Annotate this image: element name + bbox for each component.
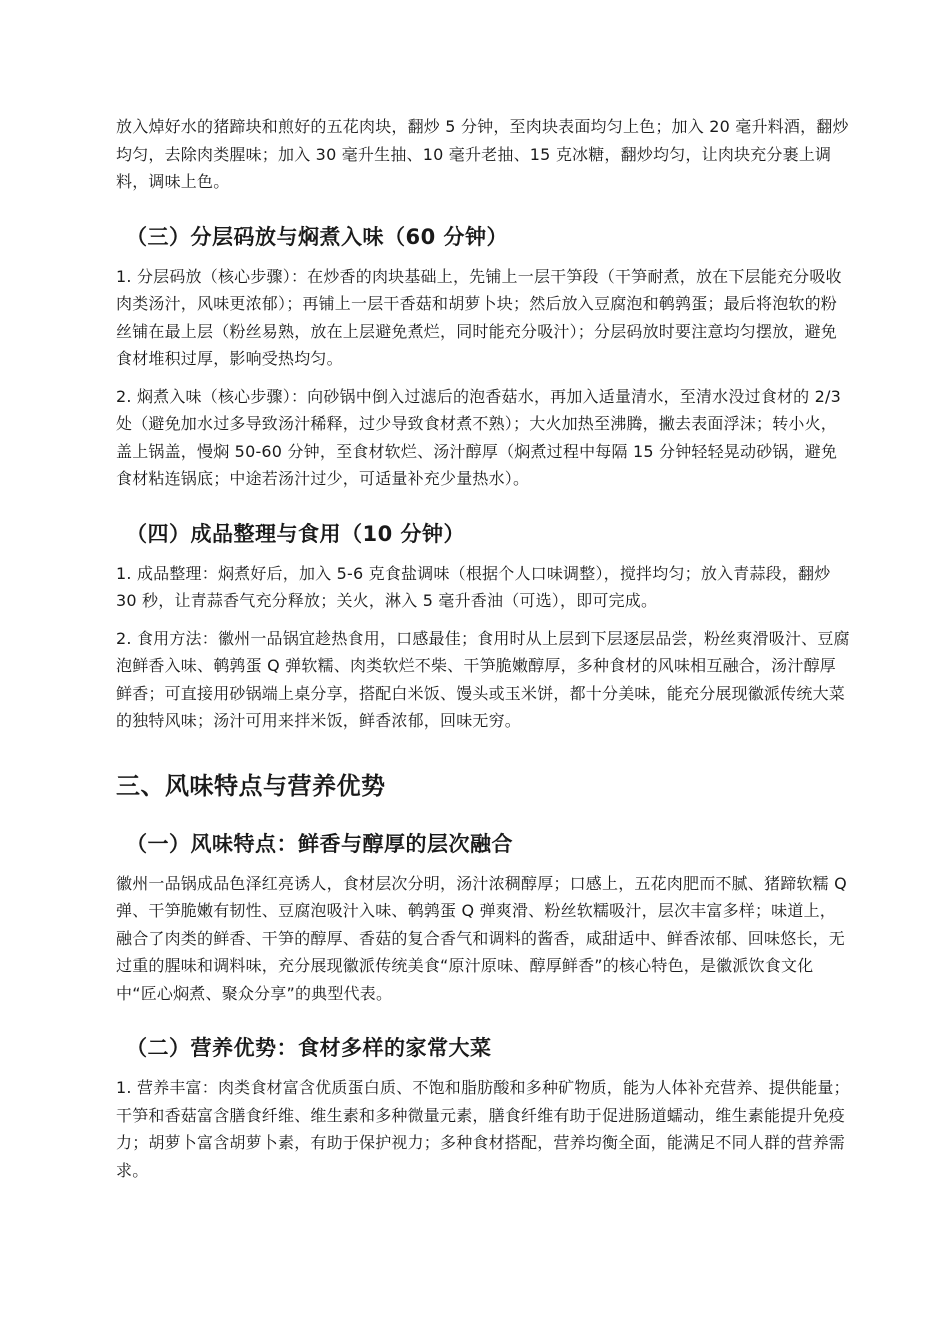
paragraph-flavor: 徽州一品锅成品色泽红亮诱人，食材层次分明，汤汁浓稠醇厚；口感上，五花肉肥而不腻、猪蹄软糯 Q 弹、干笋脆嫩有韧性、豆腐泡吸汁入味、鹌鹑蛋 Q 弹爽滑、粉丝软糯吸汁，层次丰富多样；味道上，融合了肉类的鲜香、干笋的醇厚、香菇的复合香气和调料的酱香，咸甜适中、鲜香浓郁、回味悠长，无过重的腥味和调料味，充分展现徽派传统美食“原汁原味、醇厚鲜香”的核心特色，是徽派饮食文化中“匠心焖煮、聚众分享”的典型代表。: [116, 873, 847, 1003]
heading-finishing-serving: （四）成品整理与食用（10 分钟）: [126, 521, 466, 546]
paragraph-layering-step: 1. 分层码放（核心步骤）：在炒香的肉块基础上，先铺上一层干笋段（干笋耐煮，放在下层能充分吸收肉类汤汁，风味更浓郁）；再铺上一层干香菇和胡萝卜块；然后放入豆腐泡和鹌鹑蛋；最后将泡软的粉丝铺在最上层（粉丝易熟，放在上层避免煮烂，同时能充分吸汁）；分层码放时要注意均匀摆放，避免食材堆积过厚，影响受热均匀。: [116, 266, 842, 368]
heading-layering-braising: （三）分层码放与焖煮入味（60 分钟）: [126, 224, 509, 249]
paragraph-nutrition-rich: 1. 营养丰富：肉类食材富含优质蛋白质、不饱和脂肪酸和多种矿物质，能为人体补充营养、提供能量；干笋和香菇富含膳食纤维、维生素和多种微量元素，膳食纤维有助于促进肠道蠕动，维生素能提升免疫力；胡萝卜富含胡萝卜素，有助于保护视力；多种食材搭配，营养均衡全面，能满足不同人群的营养需求。: [116, 1078, 850, 1180]
paragraph-finishing-step: 1. 成品整理：焖煮好后，加入 5-6 克食盐调味（根据个人口味调整），搅拌均匀；放入青蒜段，翻炒 30 秒，让青蒜香气充分释放；关火，淋入 5 毫升香油（可选），即可完成。: [116, 563, 831, 610]
paragraph-braising-step: 2. 焖煮入味（核心步骤）：向砂锅中倒入过滤后的泡香菇水，再加入适量清水，至清水没过食材的 2/3 处（避免加水过多导致汤汁稀释，过少导致食材煮不熟）；大火加热至沸腾，撇去表面浮沫；转小火，盖上锅盖，慢焖 50-60 分钟，至食材软烂、汤汁醇厚（焖煮过程中每隔 15 分钟轻轻晃动砂锅，避免食材粘连锅底；中途若汤汁过少，可适量补充少量热水）。: [116, 386, 841, 488]
section-heading-flavor-nutrition: 三、风味特点与营养优势: [116, 771, 386, 800]
paragraph-stir-fry-meat: 放入焯好水的猪蹄块和煎好的五花肉块，翻炒 5 分钟，至肉块表面均匀上色；加入 20 毫升料酒，翻炒均匀，去除肉类腥味；加入 30 毫升生抽、10 毫升老抽、15 克冰糖，翻炒均匀，让肉块充分裹上调料，调味上色。: [116, 117, 849, 191]
heading-nutrition-advantages: （二）营养优势：食材多样的家常大菜: [126, 1036, 492, 1060]
paragraph-serving-method: 2. 食用方法：徽州一品锅宜趁热食用，口感最佳；食用时从上层到下层逐层品尝，粉丝爽滑吸汁、豆腐泡鲜香入味、鹌鹑蛋 Q 弹软糯、肉类软烂不柴、干笋脆嫩醇厚，多种食材的风味相互融合，汤汁醇厚鲜香；可直接用砂锅端上桌分享，搭配白米饭、馒头或玉米饼，都十分美味，能充分展现徽派传统大菜的独特风味；汤汁可用来拌米饭，鲜香浓郁，回味无穷。: [116, 628, 850, 730]
heading-flavor-characteristics: （一）风味特点：鲜香与醇厚的层次融合: [126, 831, 513, 856]
